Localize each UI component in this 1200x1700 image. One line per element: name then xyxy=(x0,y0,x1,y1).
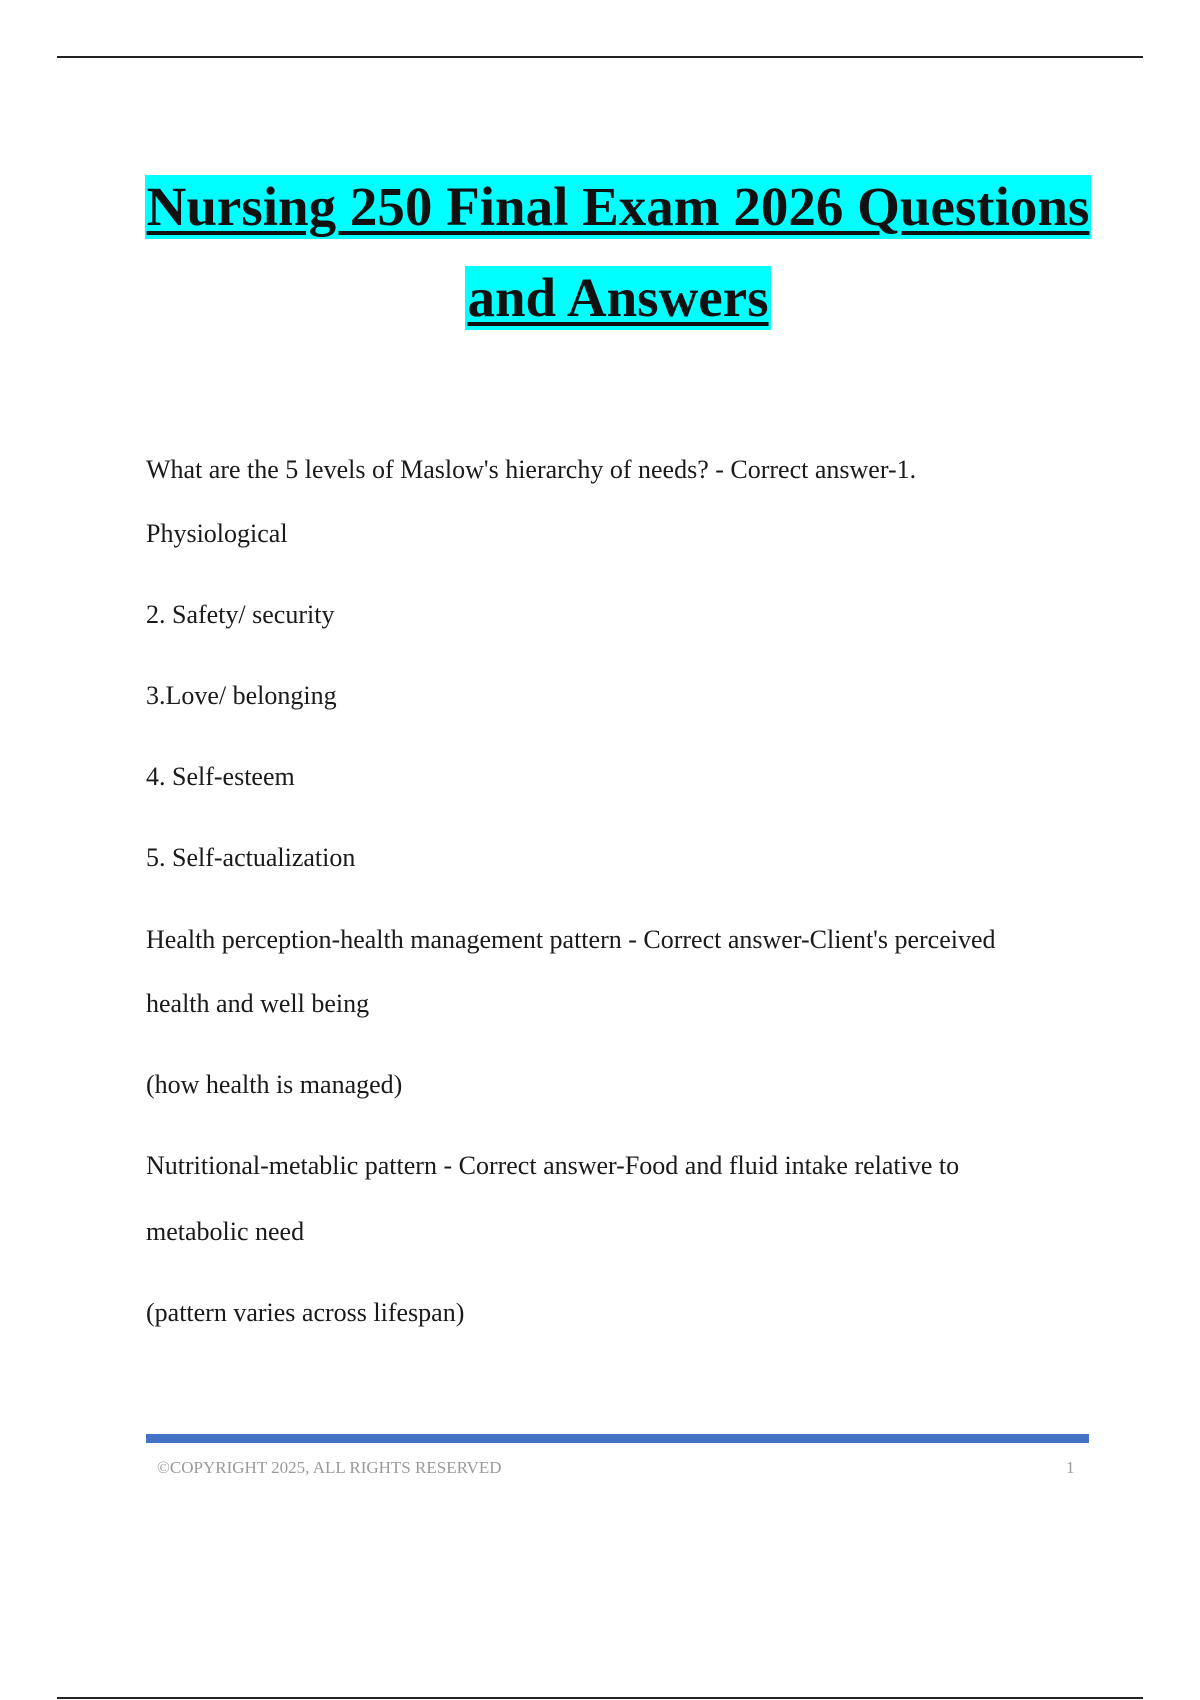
title-line-1: Nursing 250 Final Exam 2026 Questions xyxy=(146,176,1090,237)
answer-maslow-1: Physiological xyxy=(146,519,288,548)
answer-health-perception-note: (how health is managed) xyxy=(146,1070,403,1099)
title-line-2: and Answers xyxy=(467,267,769,328)
answer-maslow-3: 3.Love/ belonging xyxy=(146,681,337,710)
footer-copyright: ©COPYRIGHT 2025, ALL RIGHTS RESERVED xyxy=(157,1458,502,1477)
answer-health-perception: health and well being xyxy=(146,989,370,1018)
top-rule xyxy=(57,56,1143,58)
question-nutritional: Nutritional-metablic pattern - Correct answer-Food and fluid intake relative to xyxy=(146,1151,960,1180)
question-maslow: What are the 5 levels of Maslow's hierarchy of needs? - Correct answer-1. xyxy=(146,455,917,484)
answer-maslow-5: 5. Self-actualization xyxy=(146,843,356,872)
page-number: 1 xyxy=(1066,1458,1075,1477)
question-health-perception: Health perception-health management pattern - Correct answer-Client's perceived xyxy=(146,925,996,954)
answer-nutritional-note: (pattern varies across lifespan) xyxy=(146,1298,465,1327)
footer-bar xyxy=(146,1434,1089,1443)
document-title xyxy=(0,175,1200,330)
answer-nutritional: metabolic need xyxy=(146,1217,305,1246)
answer-maslow-4: 4. Self-esteem xyxy=(146,762,295,791)
answer-maslow-2: 2. Safety/ security xyxy=(146,600,335,629)
bottom-rule xyxy=(57,1697,1143,1699)
